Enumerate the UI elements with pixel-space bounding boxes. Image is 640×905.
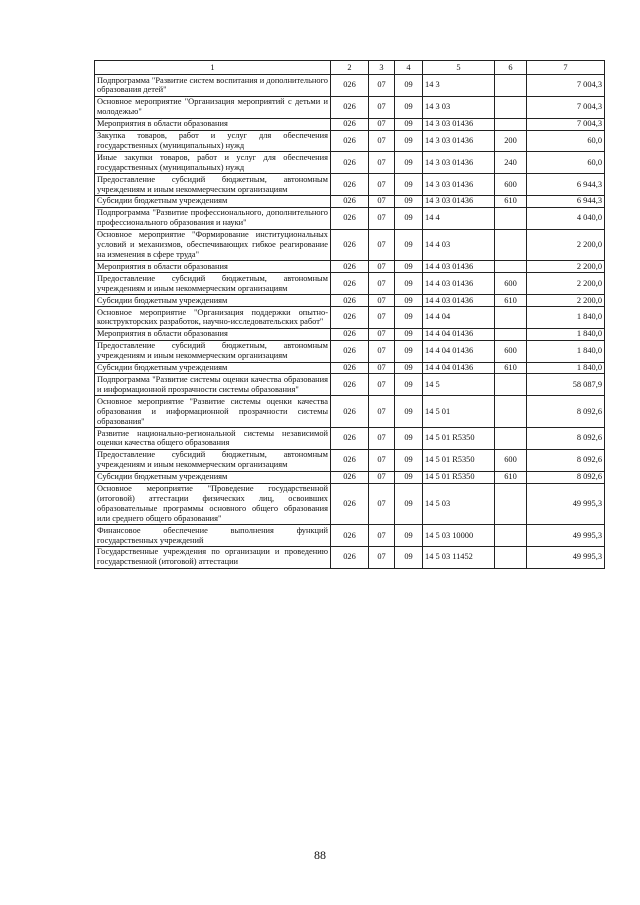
amount-cell: 2 200,0 [527, 273, 605, 295]
amount-cell: 60,0 [527, 130, 605, 152]
section-code-cell: 07 [369, 295, 395, 307]
table-row [95, 340, 605, 362]
table-row [95, 449, 605, 471]
column-header: 3 [369, 61, 395, 75]
amount-cell: 8 092,6 [527, 449, 605, 471]
table-body [95, 75, 605, 569]
expense-type-cell [495, 396, 527, 428]
amount-cell: 7 004,3 [527, 75, 605, 97]
item-name-cell: Развитие национально-региональной системы независимой оценки качества общего образования [95, 428, 331, 450]
target-article-cell: 14 4 [423, 207, 495, 229]
ministry-code-cell: 026 [331, 130, 369, 152]
ministry-code-cell: 026 [331, 118, 369, 130]
ministry-code-cell: 026 [331, 307, 369, 329]
target-article-cell: 14 5 01 R5350 [423, 449, 495, 471]
subsection-code-cell: 09 [395, 428, 423, 450]
subsection-code-cell: 09 [395, 483, 423, 525]
section-code-cell: 07 [369, 75, 395, 97]
item-name-cell: Субсидии бюджетным учреждениям [95, 471, 331, 483]
target-article-cell: 14 4 03 01436 [423, 273, 495, 295]
section-code-cell: 07 [369, 428, 395, 450]
table-row [95, 174, 605, 196]
item-name-cell: Предоставление субсидий бюджетным, автономным учреждениям и иным некоммерческим организациям [95, 449, 331, 471]
expense-type-cell [495, 229, 527, 261]
item-name-cell: Основное мероприятие "Организация поддержки опытно-конструкторских разработок, научно-исследовательских работ" [95, 307, 331, 329]
subsection-code-cell: 09 [395, 471, 423, 483]
target-article-cell: 14 3 03 01436 [423, 195, 495, 207]
subsection-code-cell: 09 [395, 328, 423, 340]
ministry-code-cell: 026 [331, 546, 369, 568]
table-row [95, 374, 605, 396]
amount-cell: 49 995,3 [527, 483, 605, 525]
amount-cell: 2 200,0 [527, 229, 605, 261]
section-code-cell: 07 [369, 118, 395, 130]
table-row [95, 295, 605, 307]
section-code-cell: 07 [369, 195, 395, 207]
amount-cell: 1 840,0 [527, 307, 605, 329]
amount-cell: 2 200,0 [527, 295, 605, 307]
expense-type-cell: 610 [495, 295, 527, 307]
target-article-cell: 14 5 01 [423, 396, 495, 428]
table-row [95, 118, 605, 130]
column-header: 5 [423, 61, 495, 75]
budget-table [94, 60, 605, 569]
amount-cell: 6 944,3 [527, 174, 605, 196]
item-name-cell: Субсидии бюджетным учреждениям [95, 195, 331, 207]
section-code-cell: 07 [369, 374, 395, 396]
section-code-cell: 07 [369, 130, 395, 152]
section-code-cell: 07 [369, 471, 395, 483]
item-name-cell: Подпрограмма "Развитие систем воспитания и дополнительного образования детей" [95, 75, 331, 97]
item-name-cell: Предоставление субсидий бюджетным, автономным учреждениям и иным некоммерческим организациям [95, 273, 331, 295]
expense-type-cell: 610 [495, 471, 527, 483]
ministry-code-cell: 026 [331, 340, 369, 362]
target-article-cell: 14 4 03 [423, 229, 495, 261]
expense-type-cell: 240 [495, 152, 527, 174]
target-article-cell: 14 4 03 01436 [423, 295, 495, 307]
section-code-cell: 07 [369, 96, 395, 118]
target-article-cell: 14 4 03 01436 [423, 261, 495, 273]
subsection-code-cell: 09 [395, 130, 423, 152]
table-row [95, 483, 605, 525]
ministry-code-cell: 026 [331, 174, 369, 196]
section-code-cell: 07 [369, 449, 395, 471]
subsection-code-cell: 09 [395, 118, 423, 130]
expense-type-cell [495, 261, 527, 273]
subsection-code-cell: 09 [395, 307, 423, 329]
target-article-cell: 14 3 [423, 75, 495, 97]
target-article-cell: 14 5 01 R5350 [423, 428, 495, 450]
amount-cell: 7 004,3 [527, 118, 605, 130]
subsection-code-cell: 09 [395, 75, 423, 97]
target-article-cell: 14 3 03 01436 [423, 118, 495, 130]
table-row [95, 471, 605, 483]
ministry-code-cell: 026 [331, 152, 369, 174]
expense-type-cell [495, 307, 527, 329]
ministry-code-cell: 026 [331, 195, 369, 207]
table-row [95, 195, 605, 207]
target-article-cell: 14 5 [423, 374, 495, 396]
expense-type-cell [495, 525, 527, 547]
ministry-code-cell: 026 [331, 75, 369, 97]
amount-cell: 2 200,0 [527, 261, 605, 273]
ministry-code-cell: 026 [331, 273, 369, 295]
expense-type-cell [495, 546, 527, 568]
item-name-cell: Иные закупки товаров, работ и услуг для обеспечения государственных (муниципальных) нужд [95, 152, 331, 174]
expense-type-cell [495, 96, 527, 118]
ministry-code-cell: 026 [331, 396, 369, 428]
amount-cell: 8 092,6 [527, 471, 605, 483]
table-row [95, 130, 605, 152]
expense-type-cell [495, 207, 527, 229]
subsection-code-cell: 09 [395, 96, 423, 118]
column-header: 6 [495, 61, 527, 75]
ministry-code-cell: 026 [331, 374, 369, 396]
expense-type-cell: 600 [495, 273, 527, 295]
expense-type-cell: 610 [495, 195, 527, 207]
column-header: 1 [95, 61, 331, 75]
target-article-cell: 14 4 04 01436 [423, 362, 495, 374]
column-header: 4 [395, 61, 423, 75]
target-article-cell: 14 3 03 01436 [423, 152, 495, 174]
section-code-cell: 07 [369, 261, 395, 273]
item-name-cell: Субсидии бюджетным учреждениям [95, 295, 331, 307]
table-row [95, 362, 605, 374]
subsection-code-cell: 09 [395, 362, 423, 374]
target-article-cell: 14 5 01 R5350 [423, 471, 495, 483]
expense-type-cell [495, 75, 527, 97]
item-name-cell: Основное мероприятие "Проведение государственной (итоговой) аттестации физических лиц, освоивших образовательные программы основного общего образования или среднего общего образования" [95, 483, 331, 525]
item-name-cell: Мероприятия в области образования [95, 261, 331, 273]
expense-type-cell [495, 328, 527, 340]
ministry-code-cell: 026 [331, 471, 369, 483]
amount-cell: 8 092,6 [527, 396, 605, 428]
section-code-cell: 07 [369, 483, 395, 525]
subsection-code-cell: 09 [395, 273, 423, 295]
subsection-code-cell: 09 [395, 546, 423, 568]
target-article-cell: 14 5 03 [423, 483, 495, 525]
ministry-code-cell: 026 [331, 428, 369, 450]
amount-cell: 60,0 [527, 152, 605, 174]
table-row [95, 273, 605, 295]
target-article-cell: 14 4 04 01436 [423, 328, 495, 340]
amount-cell: 6 944,3 [527, 195, 605, 207]
amount-cell: 1 840,0 [527, 362, 605, 374]
amount-cell: 58 087,9 [527, 374, 605, 396]
table-row [95, 229, 605, 261]
ministry-code-cell: 026 [331, 483, 369, 525]
expense-type-cell: 600 [495, 174, 527, 196]
table-row [95, 396, 605, 428]
subsection-code-cell: 09 [395, 396, 423, 428]
amount-cell: 1 840,0 [527, 340, 605, 362]
ministry-code-cell: 026 [331, 525, 369, 547]
subsection-code-cell: 09 [395, 261, 423, 273]
expense-type-cell [495, 118, 527, 130]
page-number: 88 [314, 848, 326, 862]
expense-type-cell [495, 428, 527, 450]
ministry-code-cell: 026 [331, 362, 369, 374]
amount-cell: 4 040,0 [527, 207, 605, 229]
table-row [95, 207, 605, 229]
table-row [95, 428, 605, 450]
subsection-code-cell: 09 [395, 295, 423, 307]
subsection-code-cell: 09 [395, 207, 423, 229]
ministry-code-cell: 026 [331, 229, 369, 261]
table-row [95, 307, 605, 329]
target-article-cell: 14 3 03 01436 [423, 174, 495, 196]
item-name-cell: Мероприятия в области образования [95, 118, 331, 130]
subsection-code-cell: 09 [395, 340, 423, 362]
table-row [95, 96, 605, 118]
section-code-cell: 07 [369, 340, 395, 362]
table-header-row [95, 61, 605, 75]
section-code-cell: 07 [369, 174, 395, 196]
item-name-cell: Предоставление субсидий бюджетным, автономным учреждениям и иным некоммерческим организациям [95, 340, 331, 362]
item-name-cell: Основное мероприятие "Организация мероприятий с детьми и молодежью" [95, 96, 331, 118]
expense-type-cell: 610 [495, 362, 527, 374]
target-article-cell: 14 5 03 10000 [423, 525, 495, 547]
item-name-cell: Субсидии бюджетным учреждениям [95, 362, 331, 374]
item-name-cell: Закупка товаров, работ и услуг для обеспечения государственных (муниципальных) нужд [95, 130, 331, 152]
item-name-cell: Государственные учреждения по организации и проведению государственной (итоговой) аттестации [95, 546, 331, 568]
table-row [95, 525, 605, 547]
ministry-code-cell: 026 [331, 96, 369, 118]
amount-cell: 49 995,3 [527, 546, 605, 568]
section-code-cell: 07 [369, 229, 395, 261]
ministry-code-cell: 026 [331, 449, 369, 471]
subsection-code-cell: 09 [395, 174, 423, 196]
expense-type-cell [495, 483, 527, 525]
expense-type-cell: 200 [495, 130, 527, 152]
ministry-code-cell: 026 [331, 295, 369, 307]
section-code-cell: 07 [369, 307, 395, 329]
target-article-cell: 14 3 03 01436 [423, 130, 495, 152]
section-code-cell: 07 [369, 362, 395, 374]
section-code-cell: 07 [369, 273, 395, 295]
section-code-cell: 07 [369, 207, 395, 229]
subsection-code-cell: 09 [395, 229, 423, 261]
section-code-cell: 07 [369, 328, 395, 340]
table-row [95, 261, 605, 273]
subsection-code-cell: 09 [395, 449, 423, 471]
expense-type-cell: 600 [495, 340, 527, 362]
ministry-code-cell: 026 [331, 261, 369, 273]
item-name-cell: Финансовое обеспечение выполнения функций государственных учреждений [95, 525, 331, 547]
expense-type-cell: 600 [495, 449, 527, 471]
ministry-code-cell: 026 [331, 328, 369, 340]
target-article-cell: 14 4 04 [423, 307, 495, 329]
section-code-cell: 07 [369, 546, 395, 568]
amount-cell: 7 004,3 [527, 96, 605, 118]
target-article-cell: 14 3 03 [423, 96, 495, 118]
target-article-cell: 14 5 03 11452 [423, 546, 495, 568]
subsection-code-cell: 09 [395, 195, 423, 207]
section-code-cell: 07 [369, 525, 395, 547]
table-row [95, 152, 605, 174]
amount-cell: 49 995,3 [527, 525, 605, 547]
table-row [95, 75, 605, 97]
column-header: 7 [527, 61, 605, 75]
item-name-cell: Предоставление субсидий бюджетным, автономным учреждениям и иным некоммерческим организациям [95, 174, 331, 196]
table-row [95, 328, 605, 340]
expense-type-cell [495, 374, 527, 396]
item-name-cell: Подпрограмма "Развитие профессионального, дополнительного профессионального образования и науки" [95, 207, 331, 229]
target-article-cell: 14 4 04 01436 [423, 340, 495, 362]
subsection-code-cell: 09 [395, 152, 423, 174]
item-name-cell: Подпрограмма "Развитие системы оценки качества образования и информационной прозрачности системы образования" [95, 374, 331, 396]
item-name-cell: Мероприятия в области образования [95, 328, 331, 340]
table-row [95, 546, 605, 568]
item-name-cell: Основное мероприятие "Развитие системы оценки качества образования и информационной прозрачности системы образования" [95, 396, 331, 428]
ministry-code-cell: 026 [331, 207, 369, 229]
amount-cell: 1 840,0 [527, 328, 605, 340]
section-code-cell: 07 [369, 152, 395, 174]
item-name-cell: Основное мероприятие "Формирование институциональных условий и механизмов, обеспечивающих гибкое реагирование на изменения в сфере труда" [95, 229, 331, 261]
amount-cell: 8 092,6 [527, 428, 605, 450]
subsection-code-cell: 09 [395, 525, 423, 547]
section-code-cell: 07 [369, 396, 395, 428]
subsection-code-cell: 09 [395, 374, 423, 396]
column-header: 2 [331, 61, 369, 75]
